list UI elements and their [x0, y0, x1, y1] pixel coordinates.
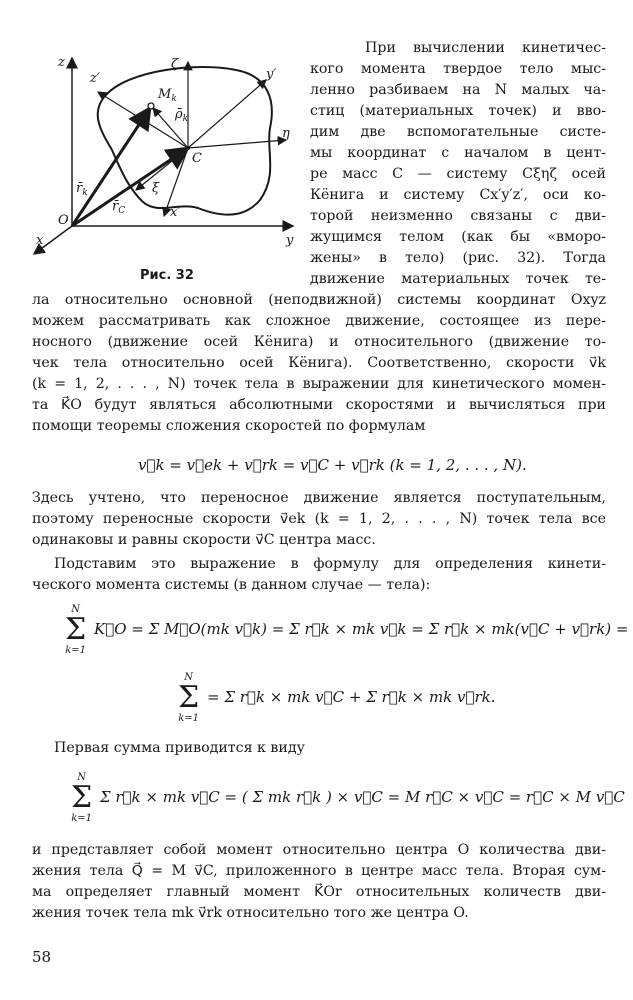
formula-momentum-line1: N Σ k=1 K⃗O = Σ M⃗O(mk v⃗k) = Σ r⃗k × mk v⃗k = Σ r⃗k × mk(v⃗C + v⃗rk) =	[65, 604, 629, 656]
text-line: и представляет собой момент относительно центра O количества дви-	[32, 842, 606, 858]
point-C	[186, 146, 190, 150]
label-Mk: $M_k$	[158, 87, 177, 104]
text-line: можем рассматривать как сложное движение, состоящее из пере-	[32, 313, 606, 329]
formula-momentum-line2: N Σ k=1 = Σ r⃗k × mk v⃗C + Σ r⃗k × mk v⃗rk.	[178, 672, 496, 724]
figure-caption: Рис. 32	[140, 268, 194, 283]
point-Mk	[148, 103, 154, 109]
text-line: жены» в тело) (рис. 32). Тогда	[310, 250, 606, 266]
paragraph-conclusion	[32, 840, 606, 924]
text-line: (k = 1, 2, . . . , N) точек тела в выражении для кинетического момен-	[32, 376, 606, 392]
text-line: ческого момента системы (в данном случае — тела):	[32, 577, 431, 593]
paragraph-continued	[32, 290, 606, 437]
label-rC: $r̄_C$	[112, 199, 126, 216]
text-line: Кёнига и систему Cx′y′z′, оси ко-	[310, 187, 606, 203]
label-rk: $r̄_k$	[76, 181, 88, 198]
label-zeta: ζ	[171, 57, 179, 72]
paragraph-substitute	[32, 554, 606, 596]
label-rho: $\rhō_k$	[175, 107, 189, 124]
text-line: ре масс C — систему Cξηζ осей	[310, 166, 606, 182]
text-line: жения тела Q⃗ = M v⃗C, приложенного в центре масс тела. Вторая сум-	[32, 863, 606, 879]
text-line: жения точек тела mk v⃗rk относительно того же центра O.	[32, 905, 469, 921]
figure-diagram	[28, 40, 303, 270]
page-number: 58	[32, 948, 52, 966]
text-line: При вычислении кинетичес-	[365, 40, 606, 56]
text-line: одинаковы и равны скорости v⃗C центра масс.	[32, 532, 376, 548]
paragraph-intro	[310, 38, 606, 290]
label-z: z	[58, 55, 65, 70]
label-C: C	[192, 151, 202, 166]
text-line: ма определяет главный момент K⃗Or относительных количеств дви-	[32, 884, 606, 900]
axis-eta	[188, 140, 286, 148]
text-line: Первая сумма приводится к виду	[54, 740, 305, 756]
label-x: x	[36, 233, 44, 248]
label-xp: x′	[170, 205, 181, 220]
text-line: ленно разбиваем на N малых ча-	[310, 82, 606, 98]
paragraph-first-sum	[32, 738, 606, 759]
text-line: чек тела относительно осей Кёнига). Соответственно, скорости v⃗k	[32, 355, 606, 371]
text-line: дим две вспомогательные систе-	[310, 124, 606, 140]
label-O: O	[58, 213, 69, 228]
text-line: поэтому переносные скорости v⃗ek (k = 1, 2, . . . , N) точек тела все	[32, 511, 606, 527]
text-line: кого момента твердое тело мыс-	[310, 61, 606, 77]
text-line: Подставим это выражение в формулу для определения кинети-	[54, 556, 606, 572]
text-line: Здесь учтено, что переносное движение является поступательным,	[32, 490, 606, 506]
label-xi: ξ	[152, 181, 160, 196]
vector-rk	[72, 108, 150, 226]
text-line: стиц (материальных точек) и вво-	[310, 103, 606, 119]
text-line: помощи теоремы сложения скоростей по формулам	[32, 418, 426, 434]
label-eta: η	[282, 126, 290, 141]
sum-symbol: N Σ k=1	[65, 604, 87, 656]
label-y: y	[286, 233, 294, 248]
paragraph-translation	[32, 488, 606, 551]
figure-32	[28, 40, 303, 270]
label-yp: y′	[266, 67, 277, 82]
text-line: движение материальных точек те-	[310, 271, 606, 287]
text-line: ла относительно основной (неподвижной) системы координат Oxyz	[32, 292, 606, 308]
text-line: носного (движение осей Кёнига) и относительного (движение то-	[32, 334, 606, 350]
formula-velocity: v⃗k = v⃗ek + v⃗rk = v⃗C + v⃗rk (k = 1, 2, . . . , N).	[138, 456, 527, 474]
text-line: торой неизменно связаны с дви-	[310, 208, 606, 224]
text-line: мы координат с началом в цент-	[310, 145, 606, 161]
sum-symbol: N Σ k=1	[178, 672, 200, 724]
text-line: жущимся телом (как бы «вморо-	[310, 229, 606, 245]
label-zp: z′	[90, 71, 100, 86]
sum-symbol: N Σ k=1	[71, 772, 93, 824]
text-line: та K⃗O будут являться абсолютными скоростями и вычисляться при	[32, 397, 606, 413]
formula-first-sum: N Σ k=1 Σ r⃗k × mk v⃗C = ( Σ mk r⃗k ) × v⃗C = M r⃗C × v⃗C = r⃗C × M v⃗C	[71, 772, 625, 824]
axis-yp	[188, 80, 266, 148]
